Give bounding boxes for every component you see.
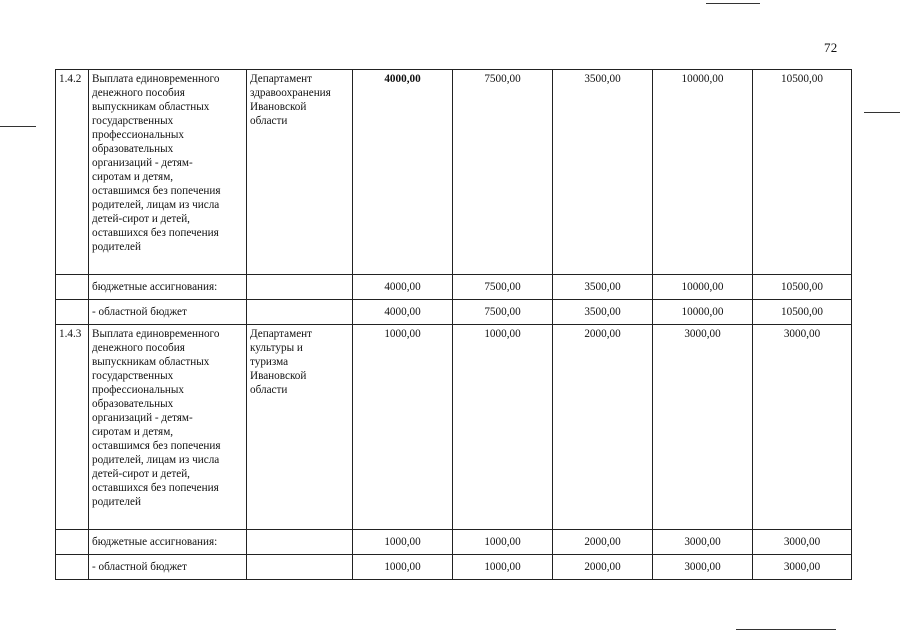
- table-row: [56, 530, 852, 555]
- value-cell: 7500,00: [453, 70, 553, 275]
- value-cell: 3000,00: [753, 325, 852, 530]
- table-row: [56, 300, 852, 325]
- table-row: [56, 555, 852, 580]
- value-cell: 10500,00: [753, 300, 852, 325]
- budget-label: бюджетные ассигнования:: [89, 530, 247, 555]
- value-cell: 1000,00: [353, 325, 453, 530]
- value-cell: 4000,00: [353, 300, 453, 325]
- value-cell: 10000,00: [653, 300, 753, 325]
- value-cell: 3500,00: [553, 300, 653, 325]
- empty-cell: [247, 555, 353, 580]
- value-cell: 1000,00: [453, 530, 553, 555]
- value-cell: 3000,00: [653, 555, 753, 580]
- empty-cell: [56, 530, 89, 555]
- value-cell: 3000,00: [653, 530, 753, 555]
- scan-mark-bottom: [736, 629, 836, 630]
- page-number: 72: [824, 40, 838, 55]
- empty-cell: [56, 300, 89, 325]
- empty-cell: [247, 300, 353, 325]
- value-cell: 10000,00: [653, 275, 753, 300]
- value-cell: 1000,00: [353, 555, 453, 580]
- value-cell: 3000,00: [653, 325, 753, 530]
- row-description: Выплата единовременного денежного пособия выпускникам областных государственных профессиональных образовательных организаций - детям- сиротам и детям, оставшимся без попечения родителей, лицам из числа детей-сирот и детей, оставшихся без попечения родителей: [89, 325, 247, 530]
- value-cell: 3500,00: [553, 275, 653, 300]
- value-cell: 1000,00: [453, 325, 553, 530]
- empty-cell: [56, 555, 89, 580]
- value-cell: 10500,00: [753, 70, 852, 275]
- value-cell: 2000,00: [553, 325, 653, 530]
- scan-mark-left: [0, 126, 36, 127]
- row-code: 1.4.2: [56, 70, 89, 275]
- value-cell: 10000,00: [653, 70, 753, 275]
- empty-cell: [56, 275, 89, 300]
- value-cell: 2000,00: [553, 530, 653, 555]
- row-department: Департамент здравоохранения Ивановской области: [247, 70, 353, 275]
- value-cell: 7500,00: [453, 300, 553, 325]
- row-code: 1.4.3: [56, 325, 89, 530]
- budget-table: [55, 69, 852, 580]
- table-row: [56, 70, 852, 275]
- regional-label: - областной бюджет: [89, 555, 247, 580]
- budget-label: бюджетные ассигнования:: [89, 275, 247, 300]
- value-cell: 3000,00: [753, 555, 852, 580]
- empty-cell: [247, 530, 353, 555]
- value-cell: 3000,00: [753, 530, 852, 555]
- value-cell: 4000,00: [353, 275, 453, 300]
- value-cell: 7500,00: [453, 275, 553, 300]
- value-cell: 1000,00: [453, 555, 553, 580]
- value-cell: 10500,00: [753, 275, 852, 300]
- value-cell: 2000,00: [553, 555, 653, 580]
- value-cell: 4000,00: [353, 70, 453, 275]
- value-cell: 3500,00: [553, 70, 653, 275]
- scan-mark-top: [706, 3, 760, 4]
- empty-cell: [247, 275, 353, 300]
- scan-mark-right: [864, 112, 900, 113]
- value-cell: 1000,00: [353, 530, 453, 555]
- table-row: [56, 325, 852, 530]
- regional-label: - областной бюджет: [89, 300, 247, 325]
- row-description: Выплата единовременного денежного пособия выпускникам областных государственных профессиональных образовательных организаций - детям- сиротам и детям, оставшимся без попечения родителей, лицам из числа детей-сирот и детей, оставшихся без попечения родителей: [89, 70, 247, 275]
- table-row: [56, 275, 852, 300]
- row-department: Департамент культуры и туризма Ивановской области: [247, 325, 353, 530]
